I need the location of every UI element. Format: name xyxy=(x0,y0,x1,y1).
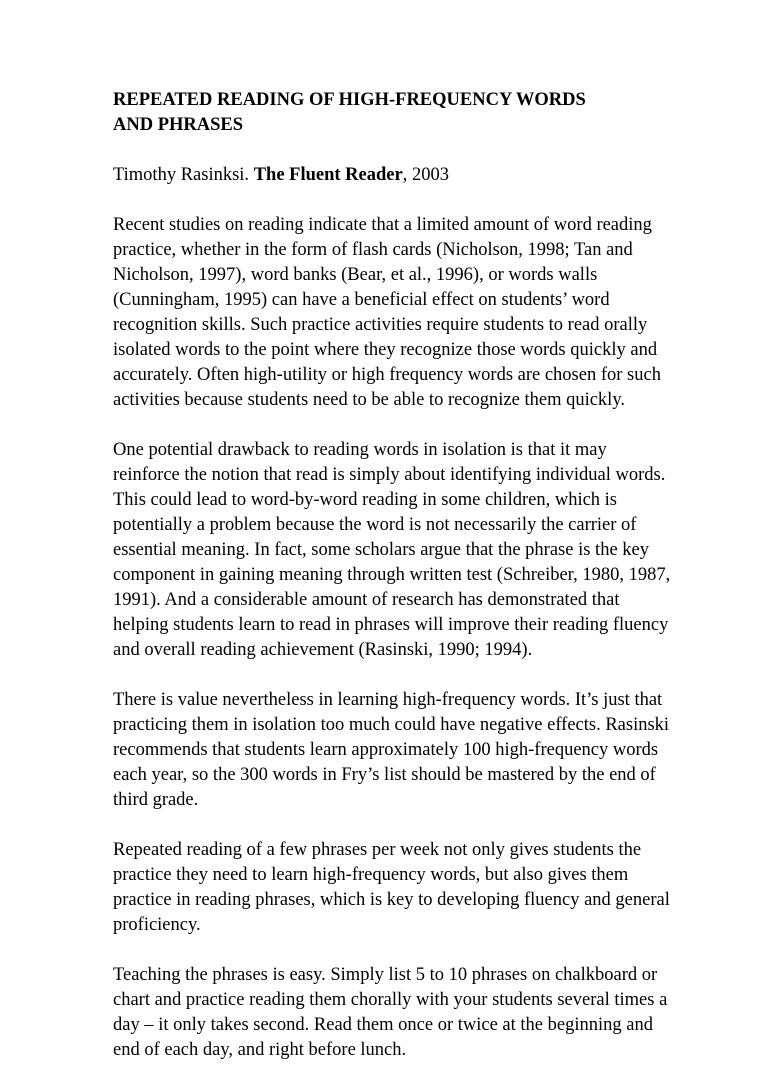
paragraph-5: Teaching the phrases is easy. Simply list 5 to 10 phrases on chalkboard or chart and practice reading them chorally with your students several times a day – it only takes second. Read them once or twice at the beginning and end of each day, and right before lunch. xyxy=(113,965,668,1060)
citation-author: Timothy Rasinksi. xyxy=(113,165,250,185)
paragraph-2: One potential drawback to reading words in isolation is that it may reinforce the notion that read is simply about identifying individual words. This could lead to word-by-word reading in some children, which is potentially a problem because the word is not necessarily the carrier of essential meaning. In fact, some scholars argue that the phrase is the key component in gaining meaning through written test (Schreiber, 1980, 1987, 1991). And a considerable amount of research has demonstrated that helping students learn to read in phrases will improve their reading fluency and overall reading achievement (Rasinski, 1990; 1994). xyxy=(113,440,671,660)
document-title: REPEATED READING OF HIGH-FREQUENCY WORDS AND PHRASES xyxy=(113,90,586,135)
document-page xyxy=(113,88,673,1088)
paragraph-3: There is value nevertheless in learning high-frequency words. It’s just that practicing them in isolation too much could have negative effects. Rasinski recommends that students learn approximately 100 high-frequency words each year, so the 300 words in Fry’s list should be mastered by the end of third grade. xyxy=(113,690,670,810)
paragraph-4: Repeated reading of a few phrases per week not only gives students the practice they need to learn high-frequency words, but also gives them practice in reading phrases, which is key to developing fluency and general proficiency. xyxy=(113,840,670,935)
paragraph-1: Recent studies on reading indicate that a limited amount of word reading practice, whether in the form of flash cards (Nicholson, 1998; Tan and Nicholson, 1997), word banks (Bear, et al., 1996), or words walls (Cunningham, 1995) can have a beneficial effect on students’ word recognition skills. Such practice activities require students to read orally isolated words to the point where they recognize those words quickly and accurately. Often high-utility or high frequency words are chosen for such activities because students need to be able to recognize them quickly. xyxy=(113,215,661,410)
citation-year: , 2003 xyxy=(402,165,449,185)
citation xyxy=(113,163,673,188)
citation-book-title: The Fluent Reader xyxy=(253,165,403,185)
